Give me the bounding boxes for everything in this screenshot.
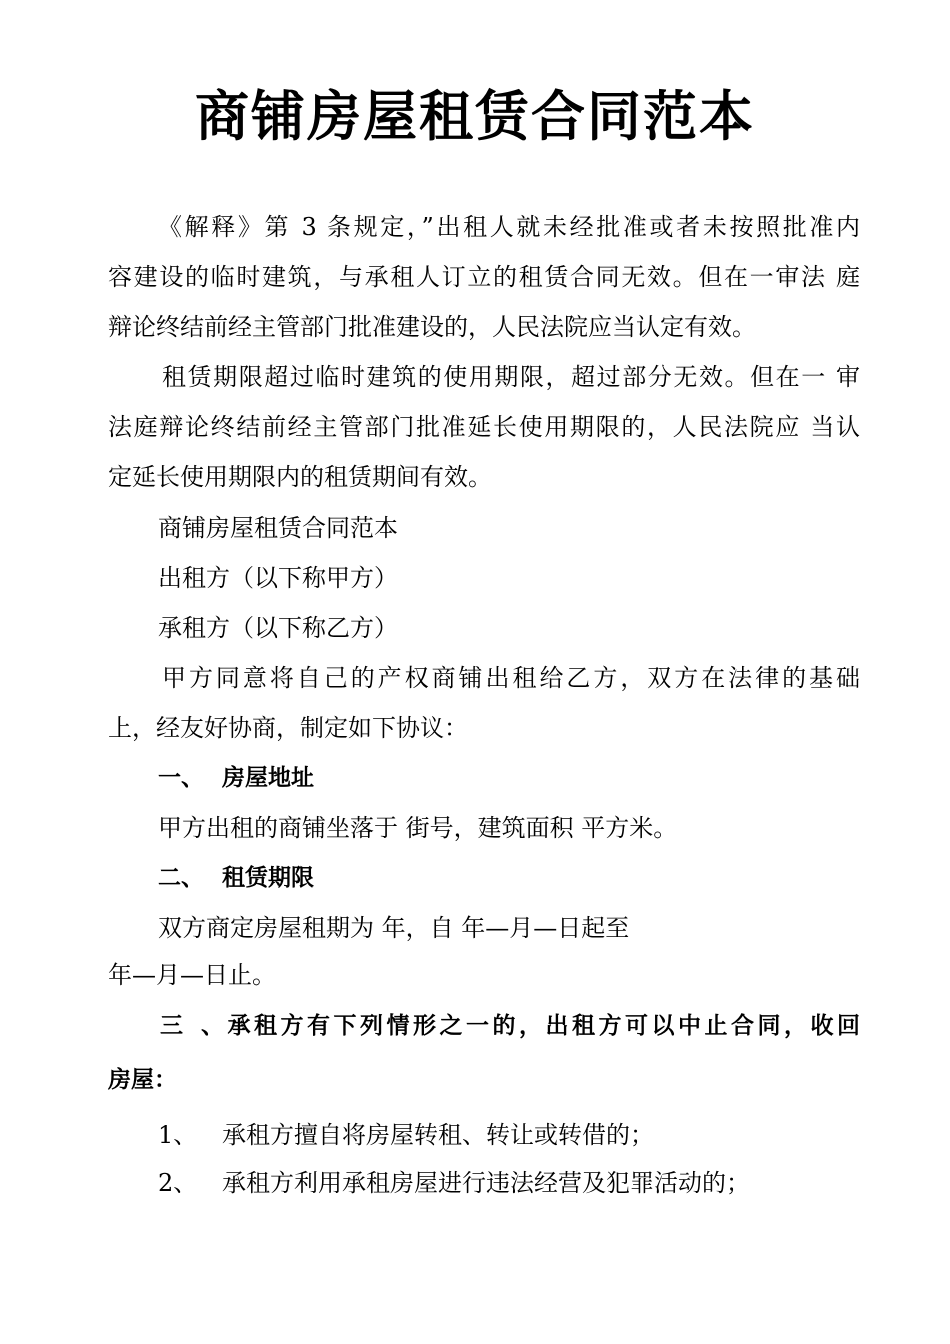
contract-title-line: 商铺房屋租赁合同范本 xyxy=(158,514,398,542)
list-item-text: 承租方擅自将房屋转租、转让或转借的； xyxy=(222,1121,654,1149)
paragraph-line: 容建设的临时建筑，与承租人订立的租赁合同无效。但在一审法 庭 xyxy=(108,263,860,291)
section-number: 二、 xyxy=(158,865,204,891)
section-title-continued: 房屋： xyxy=(108,1067,177,1093)
list-item-number: 1、 xyxy=(158,1121,198,1149)
section-number: 三、 xyxy=(160,1013,224,1039)
section-heading xyxy=(158,858,314,898)
paragraph-line: 辩论终结前经主管部门批准建设的，人民法院应当认定有效。 xyxy=(108,313,756,341)
lessee-line: 承租方（以下称乙方） xyxy=(158,614,398,642)
paragraph-line: 法庭辩论终结前经主管部门批准延长使用期限的，人民法院应 当认 xyxy=(108,413,860,441)
paragraph-line: 双方商定房屋租期为 年，自 年—月—日起至 xyxy=(158,914,630,942)
list-item-number: 2、 xyxy=(158,1169,198,1197)
paragraph-line: 租赁期限超过临时建筑的使用期限，超过部分无效。但在一 审 xyxy=(162,363,860,391)
paragraph-line: 定延长使用期限内的租赁期间有效。 xyxy=(108,463,492,491)
section-heading xyxy=(158,758,314,798)
paragraph-line: 《解释》第 3 条规定，”出租人就未经批准或者未按照批准内 xyxy=(158,213,860,241)
section-title: 承租方有下列情形之一的，出租方可以中止合同，收回 xyxy=(224,1013,860,1039)
list-item-text: 承租方利用承租房屋进行违法经营及犯罪活动的； xyxy=(222,1169,750,1197)
section-number: 一、 xyxy=(158,765,204,791)
paragraph-line: 上，经友好协商，制定如下协议： xyxy=(108,714,468,742)
list-item xyxy=(158,1163,750,1203)
lessor-line: 出租方（以下称甲方） xyxy=(158,564,398,592)
paragraph-line: 甲方同意将自己的产权商铺出租给乙方，双方在法律的基础 xyxy=(162,664,860,692)
section-title: 房屋地址 xyxy=(222,765,314,791)
section-heading xyxy=(160,1006,860,1046)
document-title: 商铺房屋租赁合同范本 xyxy=(195,85,755,148)
paragraph-line: 甲方出租的商铺坐落于 街号，建筑面积 平方米。 xyxy=(158,814,678,842)
section-title: 租赁期限 xyxy=(222,865,314,891)
list-item xyxy=(158,1115,654,1155)
paragraph-line: 年—月—日止。 xyxy=(108,961,276,989)
